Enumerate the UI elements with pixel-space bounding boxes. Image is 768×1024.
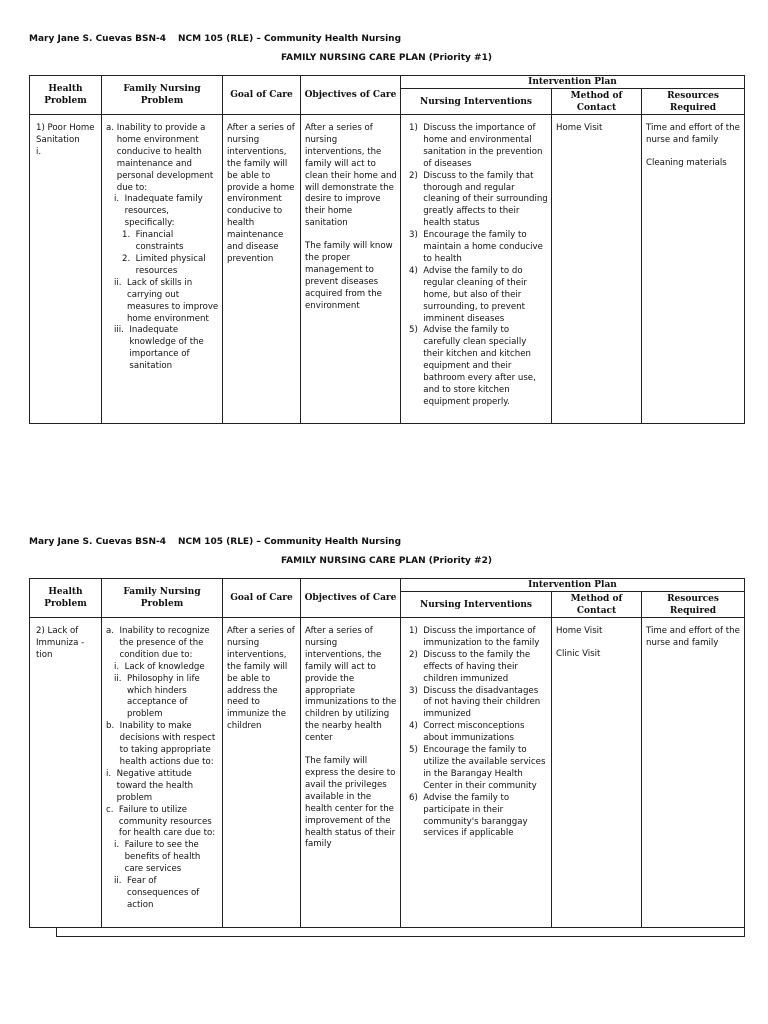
problem-list-item xyxy=(106,840,219,876)
objective-text: The family will know the proper management to prevent diseases acquired from the environment xyxy=(305,241,393,311)
list-marker: 5) xyxy=(409,745,424,756)
problem-list-item xyxy=(106,325,219,373)
method-text: Clinic Visit xyxy=(556,648,601,659)
method-text: Home Visit xyxy=(556,123,603,133)
intervention-list-item xyxy=(409,171,548,231)
col-method-of-contact: Method of Contact xyxy=(552,592,642,618)
intervention-text: Advise the family to participate in their community's baranggay services if applicable xyxy=(423,792,528,839)
col-family-nursing-problem: Family Nursing Problem xyxy=(102,579,223,618)
list-marker: i. xyxy=(106,768,117,779)
objective-text: The family will express the desire to avail the privileges available in the health center for the improvement of the health status of their family xyxy=(305,756,396,850)
intervention-list-item xyxy=(409,793,548,841)
list-marker: 3) xyxy=(409,230,424,241)
intervention-text: Encourage the family to maintain a home conducive to health xyxy=(423,230,543,264)
nursing-interventions-cell xyxy=(401,618,552,928)
course-name: NCM 105 (RLE) – Community Health Nursing xyxy=(178,537,402,547)
problem-list-item xyxy=(106,769,219,805)
family-nursing-problem-cell xyxy=(102,115,223,424)
health-problem-text: 2) Lack of Immuniza -tion xyxy=(36,626,85,660)
problem-text: Inadequate family resources, specifically: xyxy=(124,194,203,229)
intervention-text: Discuss the disadvantages of not having their children immunized xyxy=(423,685,541,720)
problem-text: Fear of consequences of action xyxy=(126,876,200,910)
list-marker: ii. xyxy=(114,876,127,887)
list-marker: 3) xyxy=(409,685,424,696)
list-marker: 1) xyxy=(409,123,424,133)
col-nursing-interventions: Nursing Interventions xyxy=(401,592,552,618)
problem-text: Philosophy in life which hinders acceptance of problem xyxy=(126,673,200,720)
list-marker: 6) xyxy=(409,792,424,803)
col-intervention-plan: Intervention Plan xyxy=(401,579,745,592)
health-problem-cell xyxy=(30,618,102,928)
resource-text: Cleaning materials xyxy=(646,157,727,168)
problem-text: Lack of knowledge xyxy=(124,661,205,672)
list-marker: 2) xyxy=(409,170,424,181)
objective-text: After a series of nursing interventions, the family will act to clean their home and will demonstrate the desire to improve their home sanitation xyxy=(305,123,397,229)
health-problem-text: 1) Poor Home Sanitation i. xyxy=(36,123,95,157)
intervention-list-item xyxy=(409,325,548,408)
problem-list-item xyxy=(106,721,219,769)
document-header xyxy=(29,537,402,547)
course-name: NCM 105 (RLE) – Community Health Nursing xyxy=(178,34,402,44)
problem-text: Lack of skills in carrying out measures to improve home environment xyxy=(126,277,219,324)
list-marker: a. xyxy=(106,123,117,133)
list-marker: 1. xyxy=(122,230,136,241)
intervention-list-item xyxy=(409,686,548,722)
intervention-text: Discuss the importance of home and environmental sanitation in the prevention of diseases xyxy=(423,123,543,169)
goal-cell xyxy=(223,115,301,424)
list-marker: i. xyxy=(114,840,125,851)
col-goal-of-care: Goal of Care xyxy=(223,579,301,618)
col-method-of-contact: Method of Contact xyxy=(552,89,642,115)
intervention-list-item xyxy=(409,650,548,686)
list-marker: i. xyxy=(114,194,125,205)
intervention-list-item xyxy=(409,721,548,745)
list-marker: ii. xyxy=(114,277,127,288)
col-goal-of-care: Goal of Care xyxy=(223,76,301,115)
intervention-text: Discuss to the family that thorough and regular cleaning of their surrounding greatly affects to their health status xyxy=(423,170,548,229)
col-resources-required: Resources Required xyxy=(642,592,745,618)
col-family-nursing-problem: Family Nursing Problem xyxy=(102,76,223,115)
document-header xyxy=(29,34,402,44)
intervention-text: Encourage the family to utilize the available services in the Barangay Health Center in their community xyxy=(423,745,546,791)
problem-list-item xyxy=(106,254,219,278)
resource-text: Time and effort of the nurse and family xyxy=(646,626,740,648)
intervention-list-item xyxy=(409,266,548,326)
care-plan-table xyxy=(29,578,745,928)
list-marker: iii. xyxy=(114,325,130,336)
col-health-problem: Health Problem xyxy=(30,76,102,115)
intervention-list-item xyxy=(409,745,548,793)
list-marker: 1) xyxy=(409,626,424,636)
problem-list-item xyxy=(106,805,219,841)
intervention-list-item xyxy=(409,123,548,171)
col-nursing-interventions: Nursing Interventions xyxy=(401,89,552,115)
care-plan-table xyxy=(29,75,745,424)
goal-text: After a series of nursing interventions, the family will be able to provide a home environment conducive to health maintenance and disease prevention xyxy=(227,123,295,264)
list-marker: b. xyxy=(106,721,120,732)
list-marker: ii. xyxy=(114,673,127,684)
problem-text: Failure to see the benefits of health care services xyxy=(124,840,201,875)
col-health-problem: Health Problem xyxy=(30,579,102,618)
list-marker: c. xyxy=(106,804,119,815)
method-text: Home Visit xyxy=(556,626,603,636)
problem-text: Limited physical resources xyxy=(135,253,206,276)
list-marker: a. xyxy=(106,626,120,636)
problem-list-item xyxy=(106,674,219,722)
nursing-interventions-cell xyxy=(401,115,552,424)
plan-title: FAMILY NURSING CARE PLAN (Priority #1) xyxy=(281,53,492,63)
problem-list-item xyxy=(106,626,219,662)
list-marker: 4) xyxy=(409,721,424,732)
list-marker: i. xyxy=(114,661,125,672)
problem-text: Inadequate knowledge of the importance of sanitation xyxy=(129,325,204,372)
list-marker: 4) xyxy=(409,265,424,276)
intervention-text: Discuss to the family the effects of having their children immunized xyxy=(423,649,531,684)
table-footer-bar xyxy=(56,927,745,937)
goal-cell xyxy=(223,618,301,928)
list-marker: 2) xyxy=(409,649,424,660)
problem-text: Inability to make decisions with respect to taking appropriate health actions due to: xyxy=(119,721,216,767)
list-marker: 2. xyxy=(122,253,136,264)
intervention-text: Advise the family to do regular cleaning of their home, but also of their surrounding, to prevent imminent diseases xyxy=(423,265,527,324)
list-marker: 5) xyxy=(409,325,424,336)
student-name: Mary Jane S. Cuevas BSN-4 xyxy=(29,34,166,44)
problem-list-item xyxy=(106,278,219,326)
col-resources-required: Resources Required xyxy=(642,89,745,115)
problem-text: Negative attitude toward the health problem xyxy=(116,768,194,803)
objectives-cell xyxy=(301,115,401,424)
problem-list-item xyxy=(106,194,219,230)
objective-text: After a series of nursing interventions, the family will act to provide the appropriate immunizations to the children by utilizing the nearby health center xyxy=(305,626,397,744)
goal-text: After a series of nursing interventions, the family will be able to address the need to immunize the children xyxy=(227,626,295,732)
objectives-cell xyxy=(301,618,401,928)
resources-cell xyxy=(642,115,745,424)
resource-text: Time and effort of the nurse and family xyxy=(646,123,740,145)
problem-text: Financial constraints xyxy=(135,230,184,253)
method-of-contact-cell xyxy=(552,618,642,928)
problem-list-item xyxy=(106,230,219,254)
problem-list-item xyxy=(106,123,219,194)
intervention-text: Advise the family to carefully clean specially their kitchen and kitchen equipment and their bathroom every after use, and to store kitchen equipment properly. xyxy=(423,325,536,407)
student-name: Mary Jane S. Cuevas BSN-4 xyxy=(29,537,166,547)
family-nursing-problem-cell xyxy=(102,618,223,928)
col-intervention-plan: Intervention Plan xyxy=(401,76,745,89)
problem-text: Failure to utilize community resources for health care due to: xyxy=(118,804,216,839)
intervention-text: Correct misconceptions about immunizations xyxy=(423,721,525,744)
problem-text: Inability to recognize the presence of the condition due to: xyxy=(119,626,210,660)
problem-list-item xyxy=(106,662,219,674)
resources-cell xyxy=(642,618,745,928)
intervention-list-item xyxy=(409,230,548,266)
intervention-text: Discuss the importance of immunization to the family xyxy=(423,626,540,648)
plan-title: FAMILY NURSING CARE PLAN (Priority #2) xyxy=(281,556,492,566)
intervention-list-item xyxy=(409,626,548,650)
problem-list-item xyxy=(106,876,219,912)
method-of-contact-cell xyxy=(552,115,642,424)
health-problem-cell xyxy=(30,115,102,424)
col-objectives-of-care: Objectives of Care xyxy=(301,76,401,115)
problem-text: Inability to provide a home environment conducive to health maintenance and personal development due to: xyxy=(116,123,214,193)
col-objectives-of-care: Objectives of Care xyxy=(301,579,401,618)
